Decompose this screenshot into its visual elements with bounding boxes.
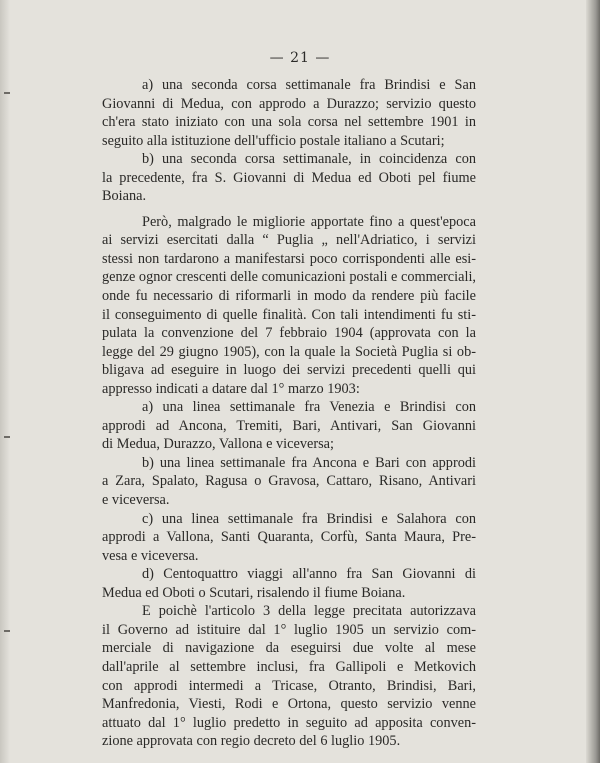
text-line: il Governo ad istituire dal 1° luglio 1905 un servizio com- [102, 621, 476, 638]
text-line: ai servizi esercitati dalla “ Puglia „ nell'Adriatico, i servizi [102, 232, 476, 249]
text-line: c) una linea settimanale fra Brindisi e Salahora con [142, 510, 476, 527]
text-line: zione approvata con regio decreto del 6 luglio 1905. [102, 733, 401, 750]
text-line: Manfredonia, Viesti, Rodi e Ortona, questo servizio venne [102, 696, 476, 713]
page-binding-edge [586, 0, 600, 763]
text-line: bligava ad eseguire in luogo dei servizi precedenti quelli qui [102, 362, 476, 379]
body-text [102, 76, 476, 751]
text-line: Però, malgrado le migliorie apportate fino a quest'epoca [142, 213, 476, 230]
text-line: legge del 29 giugno 1905), con la quale la Società Puglia si ob- [102, 343, 476, 360]
text-line: approdi a Vallona, Santi Quaranta, Corfù, Santa Maura, Pre- [102, 529, 476, 546]
margin-mark [4, 436, 10, 438]
text-line: b) una linea settimanale fra Ancona e Bari con approdi [142, 454, 476, 471]
text-line: Boiana. [102, 188, 147, 205]
text-line: pulata la convenzione del 7 febbraio 1904 (approvata con la [102, 325, 476, 342]
text-line: dall'aprile al settembre inclusi, fra Gallipoli e Metkovich [102, 658, 476, 675]
margin-mark [4, 92, 10, 94]
text-line: approdi ad Ancona, Tremiti, Bari, Antivari, San Giovanni [102, 417, 476, 434]
text-line: con approdi intermedi a Tricase, Otranto, Brindisi, Bari, [102, 677, 476, 694]
text-line: la precedente, fra S. Giovanni di Medua ed Oboti pel fiume [102, 169, 476, 186]
text-line: genze ognor crescenti delle comunicazioni postali e commerciali, [102, 269, 476, 286]
page-left-edge [0, 0, 10, 763]
text-line: b) una seconda corsa settimanale, in coincidenza con [142, 151, 476, 168]
text-line: il conseguimento di quelle finalità. Con tali intendimenti fu sti- [102, 306, 476, 323]
text-line: E poichè l'articolo 3 della legge precitata autorizzava [142, 603, 476, 620]
text-line: a Zara, Spalato, Ragusa o Gravosa, Cattaro, Risano, Antivari [102, 473, 476, 490]
text-line: e viceversa. [102, 492, 170, 509]
text-line: d) Centoquattro viaggi all'anno fra San Giovanni di [142, 566, 476, 583]
text-line: a) una seconda corsa settimanale fra Brindisi e San [142, 77, 476, 93]
text-line: stessi non tardarono a manifestarsi poco corrispondenti alle esi- [102, 250, 476, 267]
margin-mark [4, 630, 10, 632]
text-line: Medua ed Oboti o Scutari, risalendo il fiume Boiana. [102, 584, 406, 601]
text-line: ch'era stato iniziato con una sola corsa nel settembre 1901 in [102, 114, 476, 131]
text-line: di Medua, Durazzo, Vallona e viceversa; [102, 436, 334, 453]
text-line: appresso indicati a datare dal 1° marzo 1903: [102, 380, 360, 397]
text-line: vesa e viceversa. [102, 547, 199, 564]
text-line: attuato dal 1° luglio predetto in seguito ad apposita conven- [102, 714, 476, 731]
text-line: onde fu necessario di riformarli in modo da rendere più facile [102, 288, 476, 305]
page-number-header: — 21 — [269, 50, 331, 66]
text-line: a) una linea settimanale fra Venezia e Brindisi con [142, 399, 476, 416]
text-line: seguito alla istituzione dell'ufficio postale italiano a Scutari; [102, 132, 445, 149]
text-line: merciale di navigazione da eseguirsi due volte al mese [102, 640, 476, 657]
text-line: Giovanni di Medua, con approdo a Durazzo; servizio questo [102, 95, 476, 112]
